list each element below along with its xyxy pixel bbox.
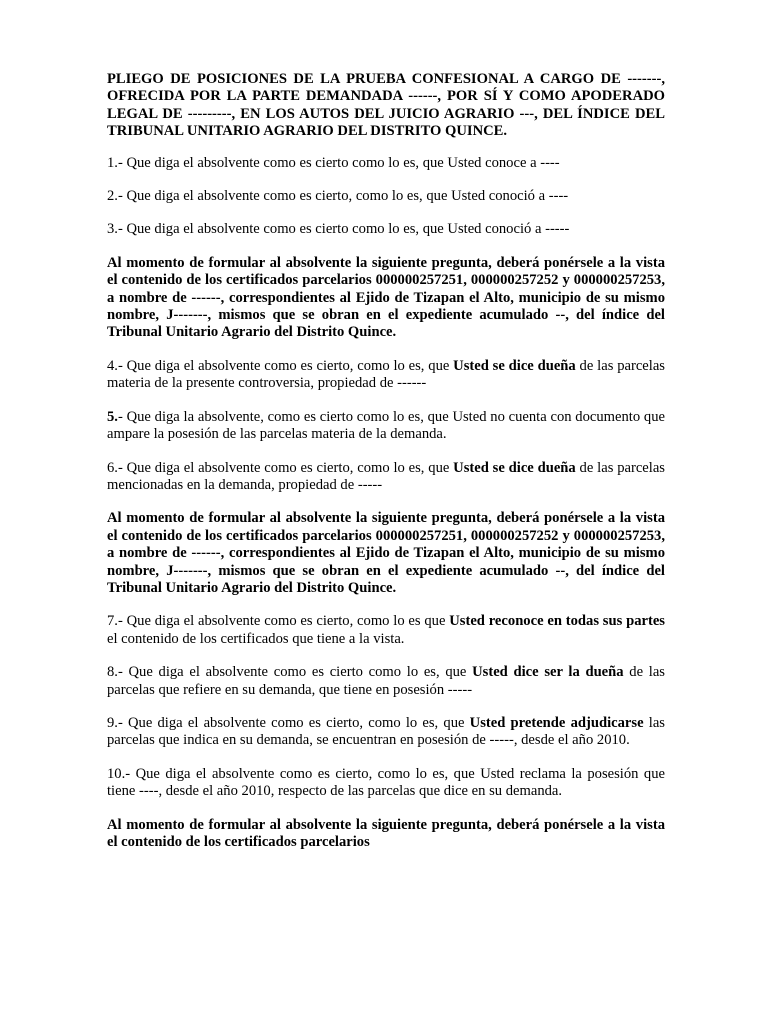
question-5-number: 5. (107, 408, 118, 425)
question-8-emphasis: Usted dice ser la dueña (472, 664, 624, 681)
question-8 (107, 664, 665, 699)
question-2: 2.- Que diga el absolvente como es cierto, como lo es, que Usted conoció a ---- (107, 188, 569, 205)
question-7-text-end: el contenido de los certificados que tiene a la vista. (107, 630, 405, 647)
question-6-text: 6.- Que diga el absolvente como es cierto, como lo es, que (107, 459, 454, 476)
instruction-note-2: Al momento de formular al absolvente la siguiente pregunta, deberá ponérsele a la vista el contenido de los certificados parcelarios 000000257251, 000000257252 y 000000257253, a nombre de ------, correspondientes al Ejido de Tizapan el Alto, municipio de su mismo nombre, J-------, mismos que se obran en el expediente acumulado --, del índice del Tribunal Unitario Agrario del Distrito Quince. (107, 510, 665, 596)
question-6-text-end: de las parcelas mencionadas en la demanda, propiedad de ----- (107, 459, 665, 493)
instruction-note-3: Al momento de formular al absolvente la siguiente pregunta, deberá ponérsele a la vista el contenido de los certificados parcelarios (107, 816, 665, 850)
question-1: 1.- Que diga el absolvente como es cierto como lo es, que Usted conoce a ---- (107, 154, 560, 171)
question-8-text: 8.- Que diga el absolvente como es cierto como lo es, que (107, 664, 473, 681)
question-6 (107, 460, 665, 495)
question-7 (107, 613, 665, 648)
question-4-text: 4.- Que diga el absolvente como es cierto, como lo es, que (107, 357, 454, 374)
question-6-emphasis: Usted se dice dueña (453, 459, 576, 476)
question-4 (107, 358, 665, 393)
question-7-text: 7.- Que diga el absolvente como es cierto, como lo es que (107, 613, 450, 630)
question-4-text-end: de las parcelas materia de la presente controversia, propiedad de ------ (107, 357, 665, 392)
question-9-text: 9.- Que diga el absolvente como es cierto, como lo es, que (107, 714, 470, 731)
question-8-text-end: de las parcelas que refiere en su demanda, que tiene en posesión ----- (107, 664, 665, 698)
question-7-emphasis: Usted reconoce en todas sus partes (449, 613, 665, 630)
document-title: PLIEGO DE POSICIONES DE LA PRUEBA CONFESIONAL A CARGO DE -------, OFRECIDA POR LA PARTE DEMANDADA ------, POR SÍ Y COMO APODERADO LEGAL DE ---------, EN LOS AUTOS DEL JUICIO AGRARIO ---, DEL ÍNDICE DEL TRIBUNAL UNITARIO AGRARIO DEL DISTRITO QUINCE. (107, 71, 665, 140)
question-9-text-end: las parcelas que indica en su demanda, se encuentran en posesión de -----, desde el año 2010. (107, 714, 665, 749)
question-3: 3.- Que diga el absolvente como es cierto como lo es, que Usted conoció a ----- (107, 221, 570, 238)
question-9 (107, 715, 665, 750)
question-10: 10.- Que diga el absolvente como es cierto, como lo es, que Usted reclama la posesión que tiene ----, desde el año 2010, respecto de las parcelas que dice en su demanda. (107, 765, 665, 800)
question-4-emphasis: Usted se dice dueña (453, 357, 576, 374)
question-5-text: - Que diga la absolvente, como es cierto como lo es, que Usted no cuenta con documento que ampare la posesión de las parcelas materia de la demanda. (107, 408, 665, 443)
question-9-emphasis: Usted pretende adjudicarse (469, 714, 644, 731)
question-5 (107, 409, 665, 444)
instruction-note-1: Al momento de formular al absolvente la siguiente pregunta, deberá ponérsele a la vista el contenido de los certificados parcelarios 000000257251, 000000257252 y 000000257253, a nombre de ------, correspondientes al Ejido de Tizapan el Alto, municipio de su mismo nombre, J-------, mismos que se obran en el expediente acumulado --, del índice del Tribunal Unitario Agrario del Distrito Quince. (107, 254, 665, 341)
